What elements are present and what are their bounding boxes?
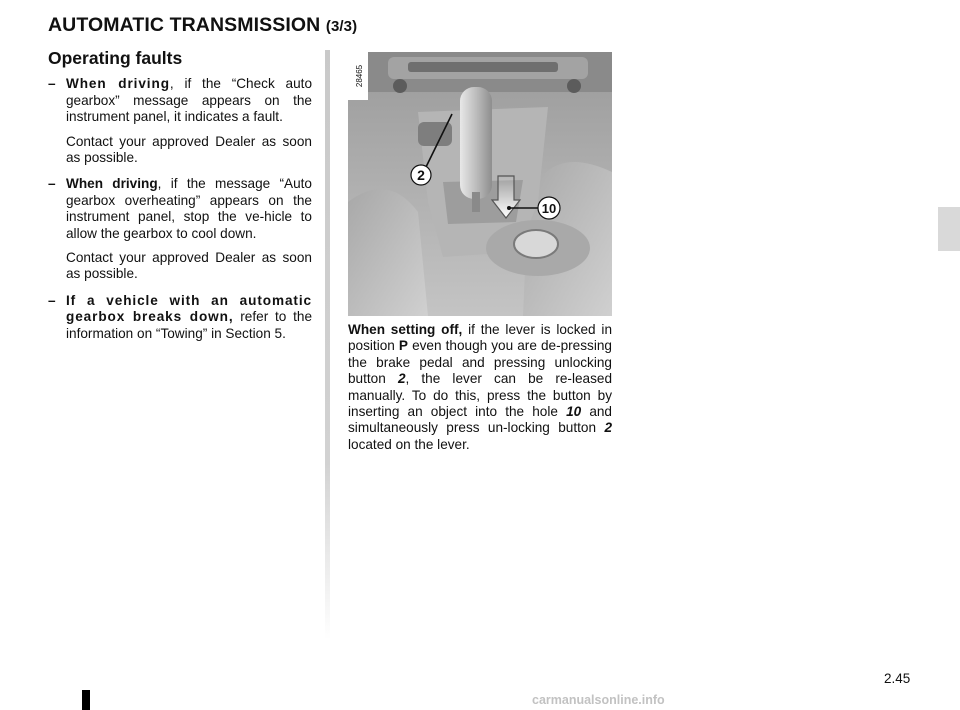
corner-mark — [82, 690, 90, 710]
column-divider — [325, 50, 330, 640]
right-text-3: , the lever can be re-leased manually. To do this, press the button by inserting an object into the hole — [348, 371, 613, 420]
item-continuation: Contact your approved Dealer as soon as possible. — [66, 250, 312, 282]
item-continuation: Contact your approved Dealer as soon as possible. — [66, 133, 312, 166]
list-item — [48, 176, 312, 282]
title-text: AUTOMATIC TRANSMISSION — [48, 14, 321, 36]
page-number: 2.45 — [884, 671, 911, 686]
right-column — [348, 322, 612, 453]
title-part: (3/3) — [325, 18, 358, 35]
ref-2-b: 2 — [604, 420, 612, 436]
left-column — [48, 50, 312, 352]
list-dash: – — [48, 292, 56, 308]
ref-2-a: 2 — [397, 371, 406, 387]
item-lead: When driving — [66, 176, 158, 192]
gear-lever-photo — [348, 52, 612, 316]
footer-watermark: carmanualsonline.info — [532, 693, 665, 707]
list-dash: – — [48, 176, 56, 192]
section-side-tab — [938, 207, 960, 251]
item-text: refer to the information on “Towing” in Section 5. — [66, 309, 313, 341]
list-dash: – — [48, 76, 56, 92]
item-text: , if the message “Auto gearbox overheating” appears on the instrument panel, stop the ve-hicle to allow the gearbox to cool down. — [66, 176, 312, 241]
right-lead: When setting off, — [348, 322, 463, 337]
callout-2: 2 — [417, 167, 425, 183]
item-lead: If a vehicle with an automatic gearbox breaks down, — [66, 292, 312, 325]
figure-ref-number: 28465 — [355, 64, 364, 88]
right-text-1: if the lever is locked in position — [348, 322, 612, 354]
page-title — [48, 14, 357, 37]
callout-10: 10 — [541, 201, 557, 216]
item-text: , if the “Check auto gearbox” message appears on the instrument panel, it indicates a fault. — [66, 76, 313, 125]
list-item — [48, 76, 312, 166]
right-text-2: even though you are de-pressing the brake pedal and pressing unlocking button — [348, 338, 612, 387]
section-subheading: Operating faults — [48, 48, 183, 68]
list-item — [48, 293, 312, 342]
right-text-5: located on the lever. — [348, 436, 470, 452]
position-p: P — [398, 338, 408, 354]
right-text-4: and simultaneously press un-locking button — [348, 404, 612, 436]
item-lead: When driving — [66, 76, 170, 92]
ref-10: 10 — [566, 404, 582, 420]
